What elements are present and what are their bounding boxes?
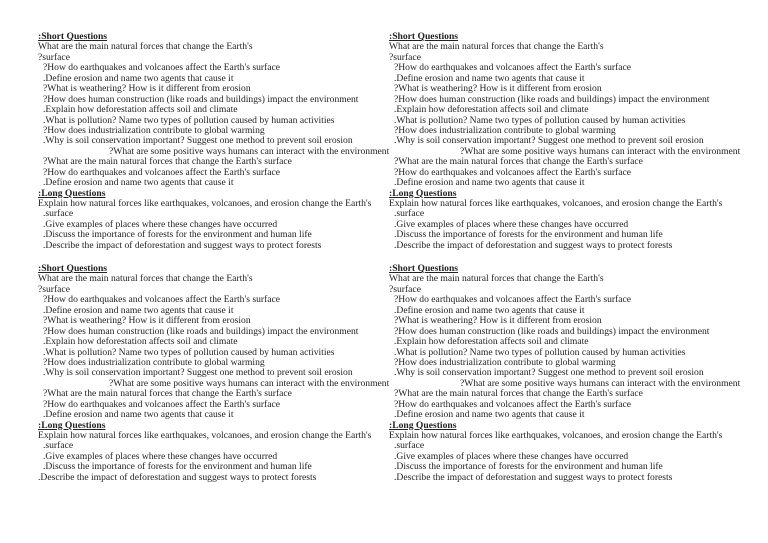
question-block-bottom-right (389, 264, 739, 483)
short-question-item: ?How do earthquakes and volcanoes affect the Earth's surface (394, 294, 632, 306)
short-question-item: ?How do earthquakes and volcanoes affect the Earth's surface (43, 62, 281, 74)
short-question-item: ?What are some positive ways humans can interact with the environment (109, 145, 390, 157)
short-question-item: ?What is weathering? How is it different from erosion (394, 83, 602, 95)
short-question-item: ?How does human construction (like roads and buildings) impact the environment (43, 93, 359, 105)
long-question-item: .Discuss the importance of forests for the environment and human life (394, 461, 663, 473)
short-question-item: .Why is soil conservation important? Suggest one method to prevent soil erosion (43, 367, 353, 379)
short-question-item: ?What is weathering? How is it different from erosion (43, 83, 251, 95)
long-questions-heading: :Long Questions (389, 187, 457, 199)
short-question-item: .Define erosion and name two agents that cause it (43, 72, 234, 84)
long-questions-heading: :Long Questions (38, 419, 106, 431)
short-question-item: ?What are some positive ways humans can interact with the environment (460, 377, 741, 389)
long-question-item: .surface (43, 440, 74, 452)
short-question-item: ?How does human construction (like roads and buildings) impact the environment (394, 325, 710, 337)
question-block-top-right (389, 32, 739, 251)
long-question-item: .Describe the impact of deforestation and suggest ways to protect forests (394, 239, 673, 251)
short-question-item: .Explain how deforestation affects soil and climate (394, 336, 589, 348)
long-question-item: .Describe the impact of deforestation and suggest ways to protect forests (38, 471, 317, 483)
short-question-item: ?How does human construction (like roads and buildings) impact the environment (394, 93, 710, 105)
short-question-item: ?What are the main natural forces that change the Earth's surface (43, 156, 292, 168)
short-question-item: .Define erosion and name two agents that cause it (43, 304, 234, 316)
short-question-item: ?How do earthquakes and volcanoes affect the Earth's surface (43, 398, 281, 410)
short-question-item: .Define erosion and name two agents that cause it (43, 177, 234, 189)
short-question-item: ?What are the main natural forces that change the Earth's surface (394, 388, 643, 400)
short-question-item: .Why is soil conservation important? Suggest one method to prevent soil erosion (43, 135, 353, 147)
short-question-item: ?How do earthquakes and volcanoes affect the Earth's surface (394, 62, 632, 74)
long-question-item: .surface (394, 440, 425, 452)
short-question-item: ?surface (38, 51, 70, 63)
long-question-item: .Discuss the importance of forests for the environment and human life (43, 461, 312, 473)
short-question-item: ?How do earthquakes and volcanoes affect the Earth's surface (394, 398, 632, 410)
short-question-item: What are the main natural forces that change the Earth's (389, 273, 604, 285)
long-question-item: .Give examples of places where these changes have occurred (43, 450, 278, 462)
short-question-item: .Why is soil conservation important? Suggest one method to prevent soil erosion (394, 135, 704, 147)
short-question-item: ?How does industrialization contribute to global warming (394, 356, 616, 368)
short-questions-heading: :Short Questions (38, 31, 108, 42)
short-question-item: .Define erosion and name two agents that cause it (394, 177, 585, 189)
long-question-item: .Give examples of places where these changes have occurred (43, 218, 278, 230)
question-block-top-left (38, 32, 388, 251)
short-question-item: .What is pollution? Name two types of pollution caused by human activities (43, 114, 335, 126)
question-block-bottom-left (38, 264, 388, 483)
long-question-item: .surface (43, 208, 74, 220)
long-question-item: .Discuss the importance of forests for the environment and human life (394, 229, 663, 241)
short-question-item: ?What are the main natural forces that change the Earth's surface (394, 156, 643, 168)
long-question-item: .surface (394, 208, 425, 220)
short-question-item: ?surface (389, 283, 421, 295)
long-question-item: Explain how natural forces like earthquakes, volcanoes, and erosion change the Earth's (38, 198, 372, 209)
short-questions-heading: :Short Questions (38, 263, 108, 274)
short-question-item: .What is pollution? Name two types of pollution caused by human activities (394, 114, 686, 126)
long-question-item: .Describe the impact of deforestation and suggest ways to protect forests (394, 471, 673, 483)
long-questions-heading: :Long Questions (38, 187, 106, 199)
long-question-item: .Give examples of places where these changes have occurred (394, 450, 629, 462)
short-question-item: .Define erosion and name two agents that cause it (394, 72, 585, 84)
short-question-item: ?How do earthquakes and volcanoes affect the Earth's surface (394, 166, 632, 178)
short-questions-heading: :Short Questions (389, 263, 459, 274)
short-question-item: ?What is weathering? How is it different from erosion (394, 315, 602, 327)
short-question-item: .What is pollution? Name two types of pollution caused by human activities (394, 346, 686, 358)
short-question-item: ?What are some positive ways humans can interact with the environment (109, 377, 390, 389)
short-question-item: ?surface (389, 51, 421, 63)
short-question-item: .What is pollution? Name two types of pollution caused by human activities (43, 346, 335, 358)
long-question-item: .Describe the impact of deforestation and suggest ways to protect forests (43, 239, 322, 251)
long-question-item: .Discuss the importance of forests for the environment and human life (43, 229, 312, 241)
short-question-item: .Define erosion and name two agents that cause it (43, 409, 234, 421)
short-question-item: ?What is weathering? How is it different from erosion (43, 315, 251, 327)
short-question-item: ?surface (38, 283, 70, 295)
short-question-item: ?How do earthquakes and volcanoes affect the Earth's surface (43, 294, 281, 306)
short-question-item: ?How does human construction (like roads and buildings) impact the environment (43, 325, 359, 337)
short-questions-heading: :Short Questions (389, 31, 459, 42)
short-question-item: .Explain how deforestation affects soil and climate (43, 336, 238, 348)
short-question-item: ?How do earthquakes and volcanoes affect the Earth's surface (43, 166, 281, 178)
long-question-item: Explain how natural forces like earthquakes, volcanoes, and erosion change the Earth's (38, 430, 372, 441)
short-question-item: What are the main natural forces that change the Earth's (38, 41, 253, 53)
long-questions-heading: :Long Questions (389, 419, 457, 431)
short-question-item: .Define erosion and name two agents that cause it (394, 409, 585, 421)
short-question-item: ?What are the main natural forces that change the Earth's surface (43, 388, 292, 400)
long-question-item: Explain how natural forces like earthquakes, volcanoes, and erosion change the Earth's (389, 430, 723, 441)
short-question-item: .Why is soil conservation important? Suggest one method to prevent soil erosion (394, 367, 704, 379)
short-question-item: ?How does industrialization contribute to global warming (43, 124, 265, 136)
long-question-item: Explain how natural forces like earthquakes, volcanoes, and erosion change the Earth's (389, 198, 723, 209)
short-question-item: What are the main natural forces that change the Earth's (38, 273, 253, 285)
short-question-item: .Define erosion and name two agents that cause it (394, 304, 585, 316)
short-question-item: .Explain how deforestation affects soil and climate (43, 104, 238, 116)
short-question-item: ?How does industrialization contribute to global warming (43, 356, 265, 368)
short-question-item: What are the main natural forces that change the Earth's (389, 41, 604, 53)
short-question-item: ?How does industrialization contribute to global warming (394, 124, 616, 136)
long-question-item: .Give examples of places where these changes have occurred (394, 218, 629, 230)
short-question-item: .Explain how deforestation affects soil and climate (394, 104, 589, 116)
short-question-item: ?What are some positive ways humans can interact with the environment (460, 145, 741, 157)
